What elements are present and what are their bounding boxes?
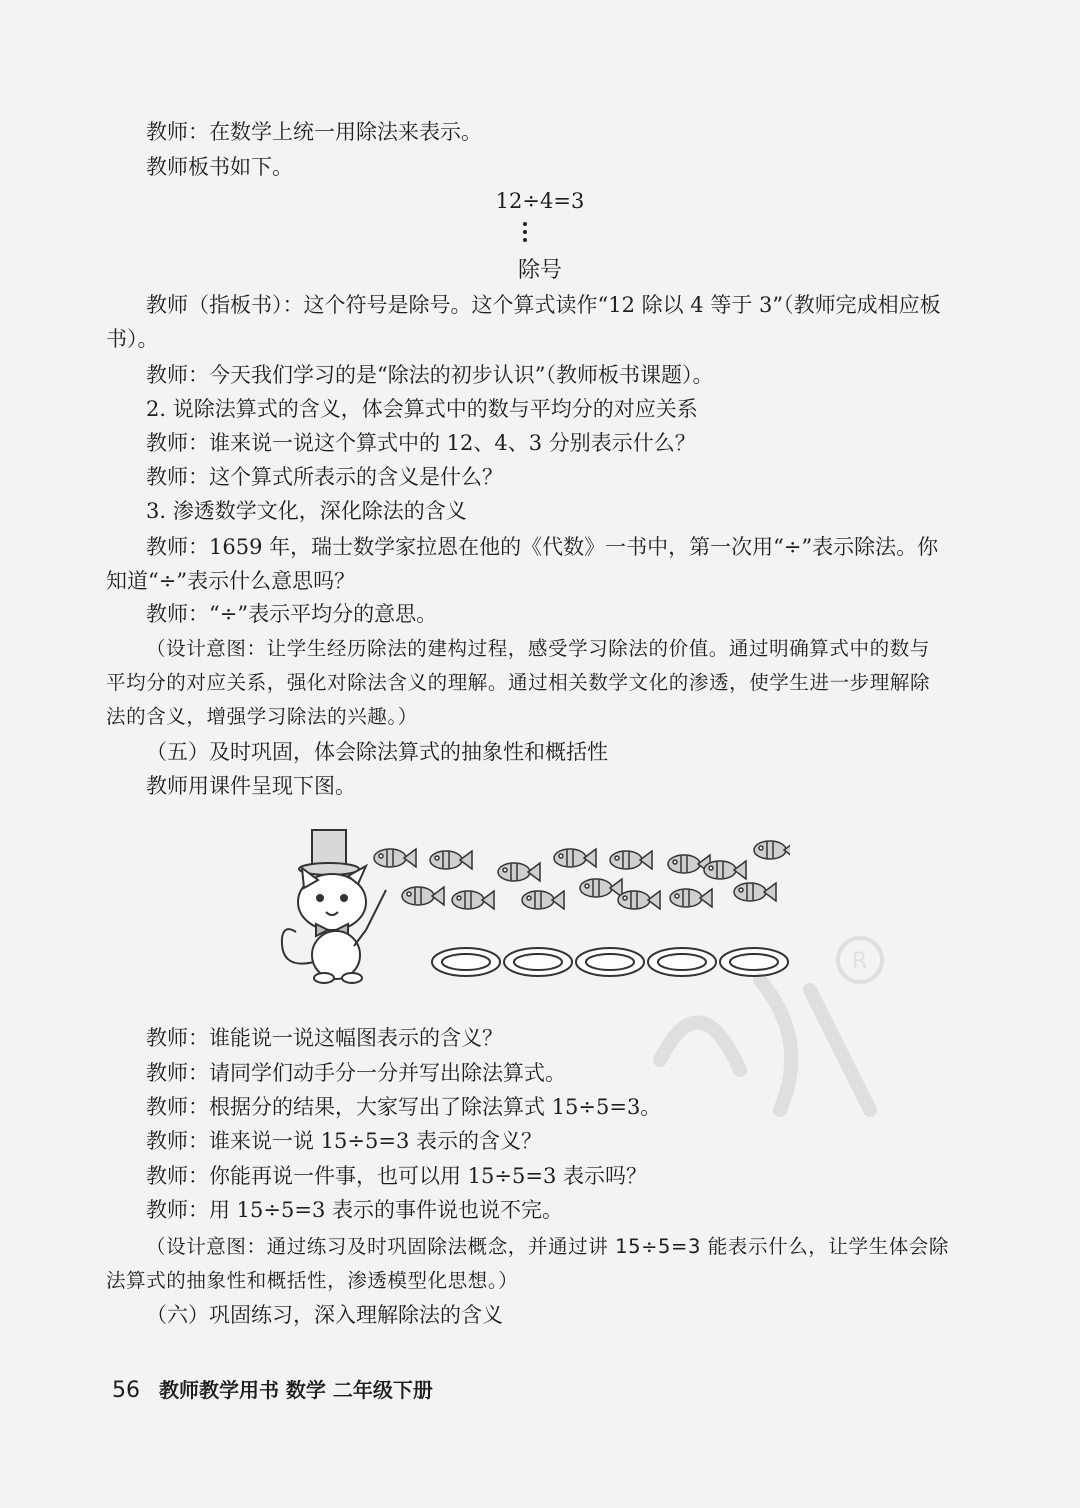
fish-icon	[704, 861, 746, 879]
text-line: 教师：谁来说一说这个算式中的 12、4、3 分别表示什么？	[146, 431, 696, 455]
fish-icon	[452, 891, 494, 909]
text-line: 教师：谁能说一说这幅图表示的含义？	[146, 1026, 503, 1050]
fish-icon	[734, 883, 776, 901]
watermark-logo	[640, 920, 900, 1130]
design-note: （设计意图：通过练习及时巩固除法概念，并通过讲 15÷5=3 能表示什么，让学生体会除	[146, 1235, 950, 1258]
text-line: 教师：你能再说一件事，也可以用 15÷5=3 表示吗？	[146, 1164, 647, 1188]
vertical-dots-icon	[522, 222, 528, 246]
fish-icon	[554, 849, 596, 867]
plate-icon	[432, 948, 500, 976]
page-footer	[112, 1376, 433, 1405]
plate-icon	[504, 948, 572, 976]
text-line: 教师：根据分的结果，大家写出了除法算式 15÷5=3。	[146, 1095, 662, 1119]
design-note: 法算式的抽象性和概括性，渗透模型化思想。）	[106, 1269, 519, 1292]
text-line: 教师：“÷”表示平均分的意思。	[146, 602, 438, 626]
text-line: 教师板书如下。	[146, 155, 293, 179]
fish-icon	[430, 851, 472, 869]
book-title: 教师教学用书 数学 二年级下册	[158, 1378, 433, 1402]
section-heading: （五）及时巩固，体会除法算式的抽象性和概括性	[146, 740, 608, 764]
fish-icon	[610, 851, 652, 869]
svg-text:R: R	[852, 949, 868, 974]
text-line: 教师：在数学上统一用除法来表示。	[146, 120, 482, 144]
design-note: （设计意图：让学生经历除法的建构过程，感受学习除法的价值。通过明确算式中的数与	[146, 637, 930, 660]
fish-icon	[402, 887, 444, 905]
cat-icon	[282, 830, 386, 983]
fish-icon	[522, 891, 564, 909]
text-line: 教师：用 15÷5=3 表示的事件说也说不完。	[146, 1198, 563, 1222]
fish-group	[374, 841, 790, 909]
fish-icon	[618, 891, 660, 909]
plate-icon	[576, 948, 644, 976]
design-note: 法的含义，增强学习除法的兴趣。）	[106, 705, 418, 728]
text-line: 教师：这个算式所表示的含义是什么？	[146, 465, 503, 489]
fish-icon	[498, 863, 540, 881]
text-line: 教师用课件呈现下图。	[146, 774, 356, 798]
text-line: 教师：请同学们动手分一分并写出除法算式。	[146, 1061, 566, 1085]
section-heading: （六）巩固练习，深入理解除法的含义	[146, 1303, 503, 1327]
text-line: 教师：1659 年，瑞士数学家拉恩在他的《代数》一书中，第一次用“÷”表示除法。你	[146, 535, 939, 559]
text-line: 教师：今天我们学习的是“除法的初步认识”（教师板书课题）。	[146, 363, 714, 387]
board-equation: 12÷4=3	[495, 189, 585, 213]
fish-icon	[374, 849, 416, 867]
text-line: 书）。	[106, 327, 159, 351]
section-heading: 3. 渗透数学文化，深化除法的含义	[146, 499, 467, 523]
text-line: 知道“÷”表示什么意思吗？	[106, 569, 356, 593]
fish-icon	[580, 879, 622, 897]
page-number: 56	[112, 1378, 140, 1403]
fish-icon	[670, 889, 712, 907]
text-line: 教师：谁来说一说 15÷5=3 表示的含义？	[146, 1129, 542, 1153]
division-sign-label: 除号	[517, 258, 562, 283]
design-note: 平均分的对应关系，强化对除法含义的理解。通过相关数学文化的渗透，使学生进一步理解除	[106, 671, 931, 694]
fish-icon	[754, 841, 790, 859]
section-heading: 2. 说除法算式的含义，体会算式中的数与平均分的对应关系	[146, 397, 698, 421]
text-line: 教师（指板书）：这个符号是除号。这个算式读作“12 除以 4 等于 3”（教师完成相应板	[146, 293, 941, 317]
